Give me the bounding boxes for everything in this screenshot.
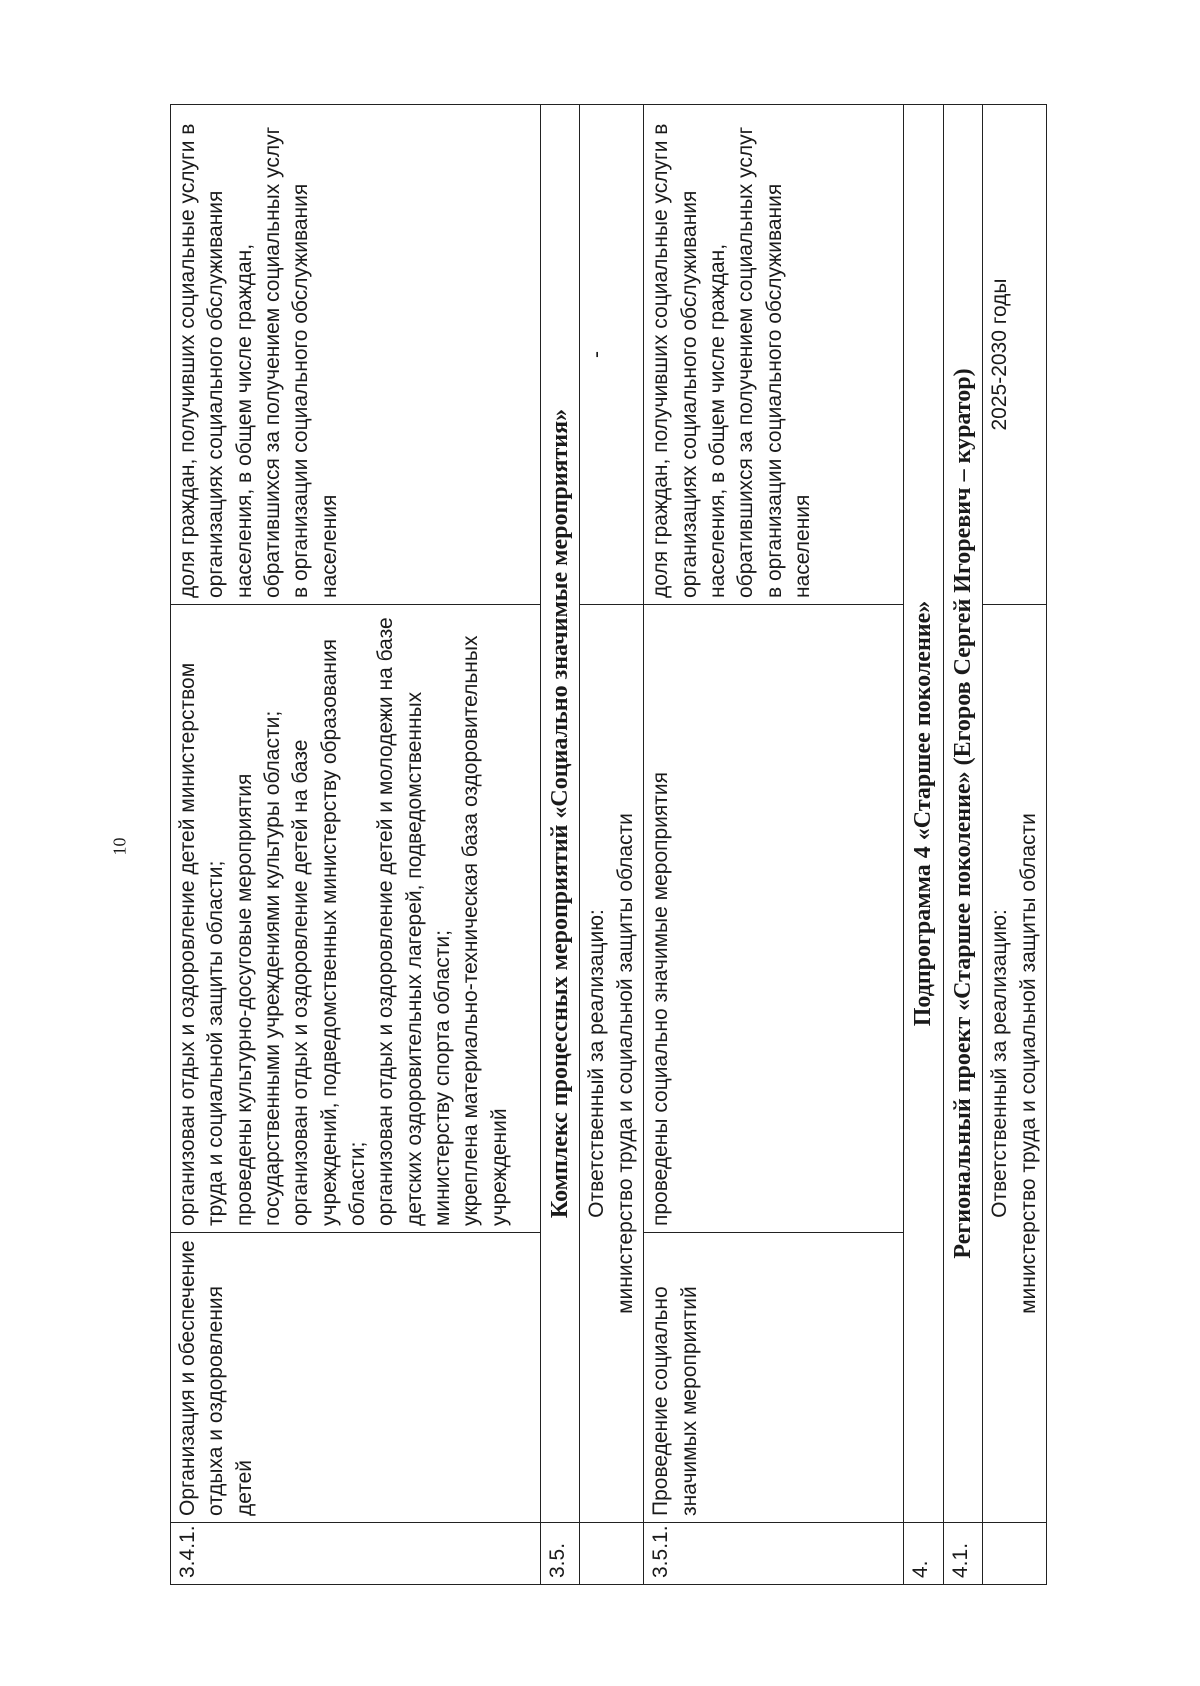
effects-cell: проведены социально значимые мероприятия [644,605,904,1233]
section-title: Комплекс процессных мероприятий «Социально значимые мероприятия» [541,105,580,1523]
task-cell: Проведение социально значимых мероприятий [644,1233,904,1523]
table-row-4-1-responsible [983,105,1047,1585]
task-cell: Организация и обеспечение отдыха и оздоровления детей [171,1233,541,1523]
effect-item: организован отдых и оздоровление детей министерством труда и социальной защиты области; [176,662,228,1226]
responsible-label: Ответственный за реализацию: [585,909,609,1218]
period-cell: - [580,105,644,605]
indicator-cell: доля граждан, получивших социальные услуги в организациях социального обслуживания населения, в общем числе граждан, обратившихся за получением социальных услуг в организации социального обслуживания населения [171,105,541,605]
responsible-value: министерство труда и социальной защиты области [613,813,637,1314]
empty-cell [983,1523,1047,1585]
row-number: 3.5. [541,1523,580,1585]
responsible-label: Ответственный за реализацию: [988,909,1012,1218]
row-number: 3.5.1. [644,1523,904,1585]
empty-cell [580,1523,644,1585]
effect-item: проведены культурно-досуговые мероприятия государственными учреждениями культуры области; [232,710,285,1226]
row-number: 4.1. [943,1523,982,1585]
table-row-3-4-1 [171,105,541,1585]
table-row-3-5-responsible [580,105,644,1585]
row-number: 4. [904,1523,943,1585]
table-row-4-1 [943,105,982,1585]
effects-cell [171,605,541,1233]
program-structure-table [170,104,1047,1585]
responsible-cell [983,605,1047,1523]
page-number: 10 [109,837,130,856]
table-row-4 [904,105,943,1585]
responsible-cell [580,605,644,1523]
row-number: 3.4.1. [171,1523,541,1585]
subprogram-title: Подпрограмма 4 «Старшее поколение» [904,105,943,1523]
indicator-cell: доля граждан, получивших социальные услуги в организациях социального обслуживания населения, в общем числе граждан, обратившихся за получением социальных услуг в организации социального обслуживания населения [644,105,904,605]
period-cell: 2025-2030 годы [983,105,1047,605]
effect-item: организован отдых и оздоровление детей на базе учреждений, подведомственных министерству образования области; [289,638,370,1226]
rotated-table-wrapper [170,105,1105,1585]
table-row-3-5-1 [644,105,904,1585]
effect-item: укреплена материально-техническая база оздоровительных учреждений [459,635,511,1226]
table-row-3-5-title [541,105,580,1585]
project-title: Региональный проект «Старшее поколение» (Егоров Сергей Игоревич – куратор) [943,105,982,1523]
responsible-value: министерство труда и социальной защиты области [1016,813,1040,1314]
effect-item: организован отдых и оздоровление детей и молодежи на базе детских оздоровительных лагерей, подведомственных министерству спорта области; [374,617,455,1226]
